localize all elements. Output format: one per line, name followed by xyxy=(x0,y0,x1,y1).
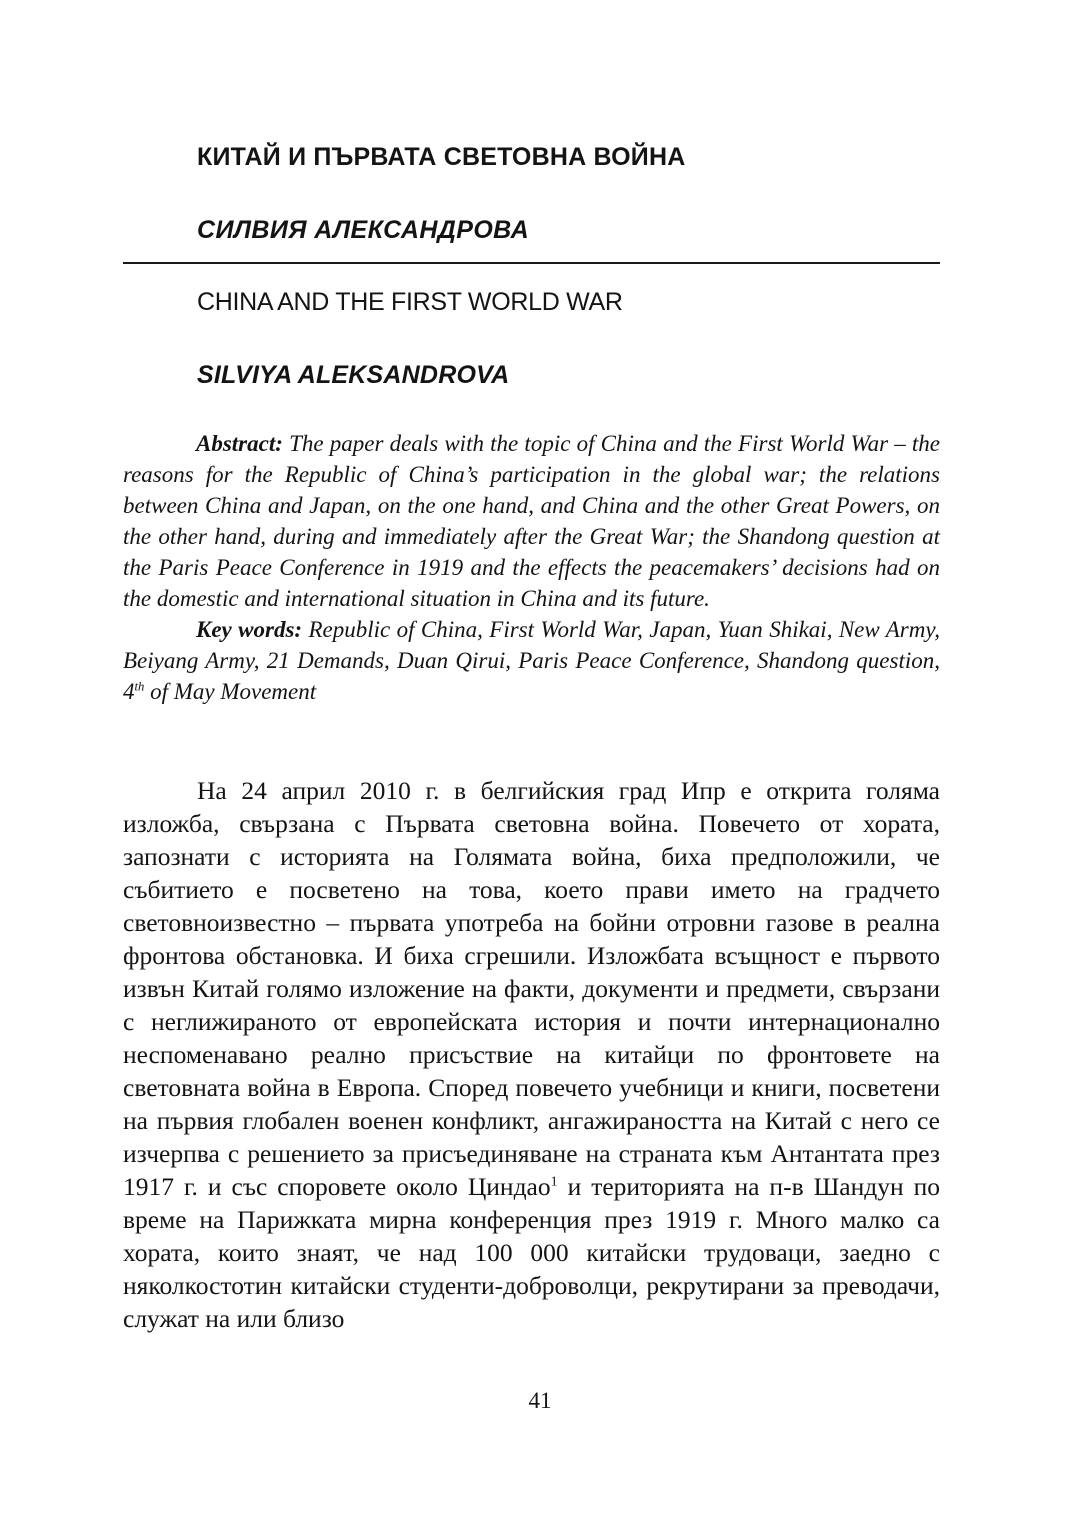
abstract-section xyxy=(123,428,940,707)
keywords-label: Key words: xyxy=(196,617,303,642)
keywords-text: Republic of China, First World War, Japan, Yuan Shikai, New Army, Beiyang Army, 21 Demands, Duan Qirui, Paris Peace Conference, Shandong question, 4 xyxy=(123,617,941,704)
keywords-paragraph xyxy=(123,614,940,707)
keywords-ordinal-suffix: th xyxy=(134,679,145,694)
keywords-text-tail: of May Movement xyxy=(150,679,317,704)
author-english: SILVIYA ALEKSANDROVA xyxy=(197,361,510,389)
body-section xyxy=(123,774,940,1335)
title-english: CHINA AND THE FIRST WORLD WAR xyxy=(197,288,623,316)
body-paragraph xyxy=(123,774,940,1335)
body-text-part1: На 24 април 2010 г. в белгийския град Ипр е открита голяма изложба, свързана с Първата световна война. Повечето от хората, запознати с историята на Голямата война, биха предположили, че събитието е посветено на това, което прави името на градчето световноизвестно – първата употреба на бойни отровни газове в реална фронтова обстановка. И биха сгрешили. Изложбата всъщност е първото извън Китай голямо изложение на факти, документи и предмети, свързани с неглижираното от европейската история и почти интернационално неспоменавано реално присъствие на китайци по фронтовете на световната война в Европа. Според повечето учебници и книги, посветени на първия глобален военен конфликт, ангажираността на Китай с него се изчерпва с решението за присъединяване на страната към Антантата през 1917 г. и със споровете около Циндао xyxy=(123,776,940,1201)
abstract-paragraph xyxy=(123,428,940,614)
page-number: 41 xyxy=(528,1388,552,1413)
body-text-part2: и територията на п-в Шандун по време на Парижката мирна конференция през 1919 г. Много малко са хората, които знаят, че над 100 000 китайски трудоваци, заедно с няколкостотин китайски студенти-доброволци, рекрутирани за преводачи, служат на или близо xyxy=(123,1172,940,1333)
footnote-reference[interactable]: 1 xyxy=(550,1174,558,1190)
author-bulgarian: СИЛВИЯ АЛЕКСАНДРОВА xyxy=(197,216,530,244)
abstract-text: The paper deals with the topic of China and the First World War – the reasons for the Republic of China’s participation in the global war; the relations between China and Japan, on the one hand, and China and the other Great Powers, on the other hand, during and immediately after the Great War; the Shandong question at the Paris Peace Conference in 1919 and the effects the peacemakers’ decisions had on the domestic and international situation in China and its future. xyxy=(123,431,940,611)
title-divider xyxy=(123,262,940,264)
abstract-label: Abstract: xyxy=(196,431,283,456)
title-bulgarian: КИТАЙ И ПЪРВАТА СВЕТОВНА ВОЙНА xyxy=(197,143,686,171)
